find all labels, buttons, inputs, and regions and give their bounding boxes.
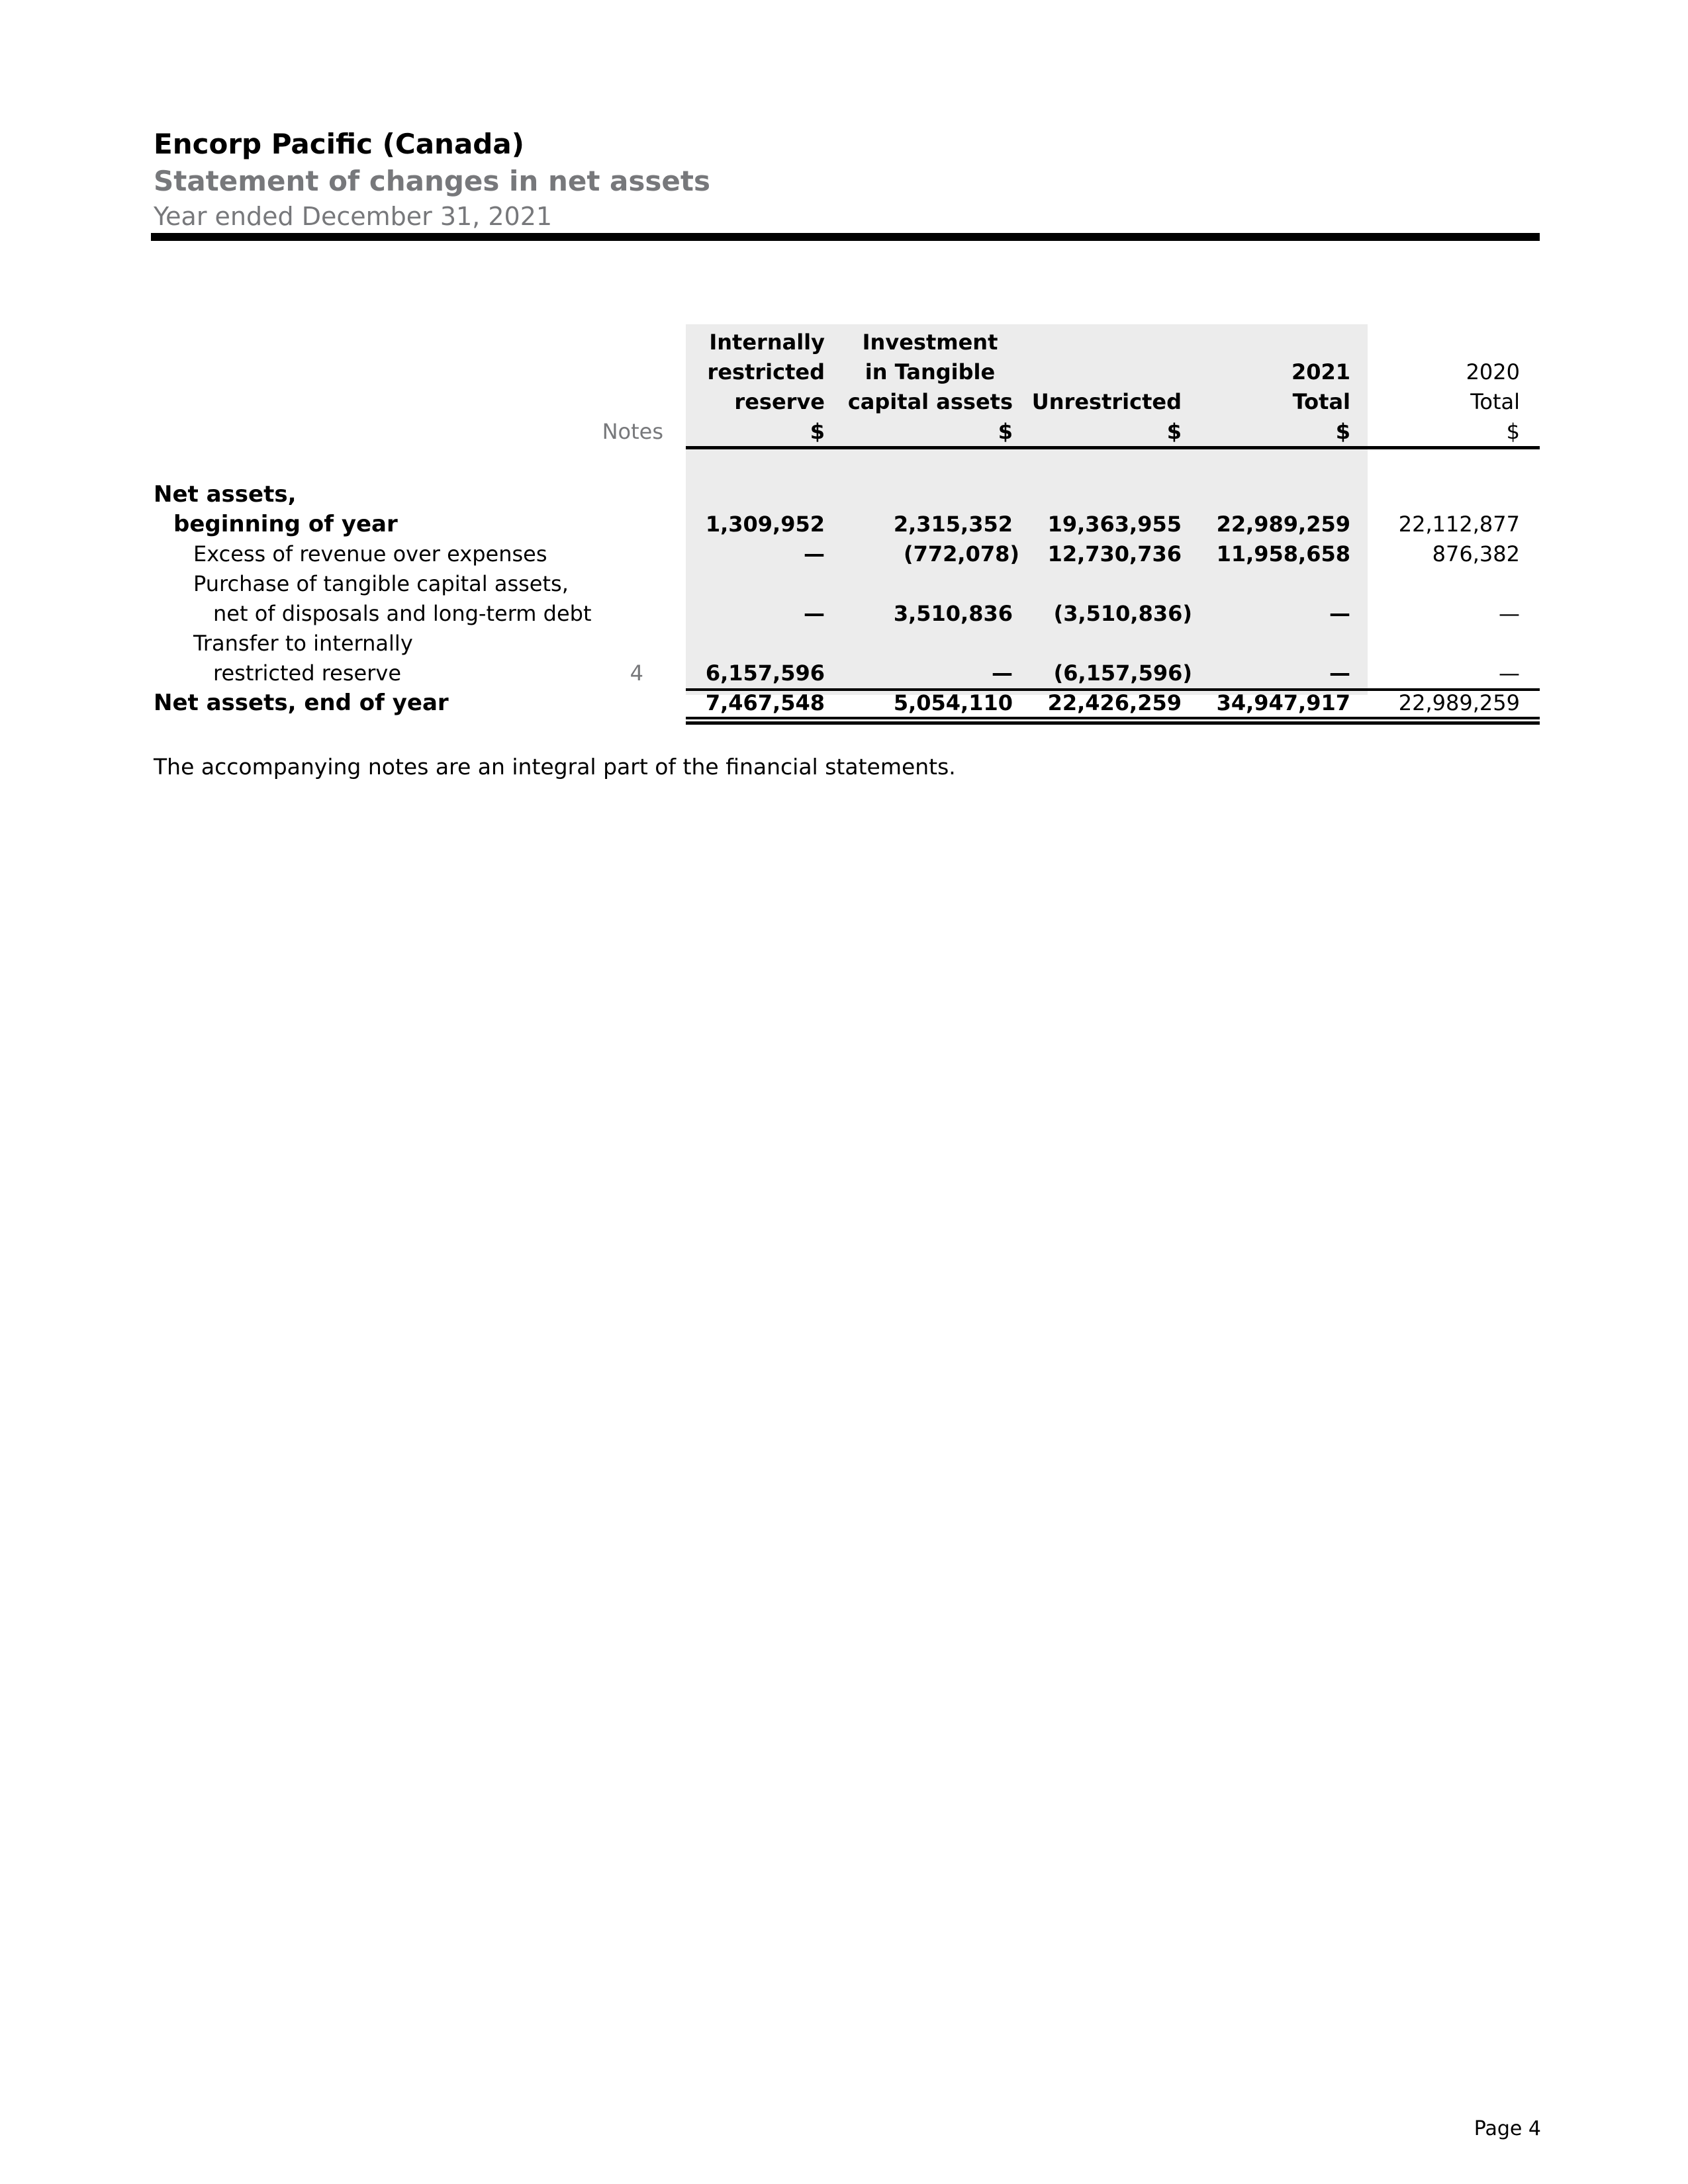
cell-total-2020: —	[1499, 660, 1520, 686]
cell-unrestricted: 12,730,736	[1047, 541, 1182, 567]
cell-unrestricted: 19,363,955	[1047, 512, 1182, 537]
cell-internally-restricted: 7,467,548	[705, 690, 825, 715]
row-label: Net assets, end of year	[154, 690, 449, 716]
row-label: Excess of revenue over expenses	[193, 541, 547, 567]
cell-total-2021: 34,947,917	[1216, 690, 1350, 715]
cell-investment: 2,315,352	[893, 512, 1013, 537]
row-label: Transfer to internally	[193, 631, 413, 656]
cell-internally-restricted: —	[804, 601, 825, 626]
cell-total-2021: —	[1329, 660, 1350, 686]
col-head-line: Total	[1292, 389, 1350, 414]
col-head-line: 2020	[1466, 359, 1520, 385]
footnote: The accompanying notes are an integral part of the financial statements.	[154, 754, 956, 780]
cell-total-2020: 22,989,259	[1398, 690, 1520, 715]
header-rule	[151, 233, 1540, 241]
cell-unrestricted: 22,426,259	[1047, 690, 1182, 715]
col-head-line: restricted	[707, 359, 825, 385]
cell-unrestricted: (6,157,596)	[1053, 660, 1192, 686]
cell-unrestricted: (3,510,836)	[1053, 601, 1192, 626]
total-double-underline-top	[686, 717, 1540, 719]
col-head-line: 2021	[1291, 359, 1350, 385]
col-head-line: in Tangible	[865, 359, 996, 385]
statement-title: Statement of changes in net assets	[154, 165, 710, 197]
notes-column-header: Notes	[602, 419, 663, 444]
cell-total-2021: 22,989,259	[1216, 512, 1350, 537]
row-label: net of disposals and long-term debt	[213, 601, 592, 626]
statement-header	[154, 126, 1537, 233]
row-label: restricted reserve	[213, 660, 401, 686]
header-underline	[686, 446, 1540, 449]
col-head-currency: $	[810, 419, 825, 444]
total-double-underline-bottom	[686, 721, 1540, 725]
row-label: Net assets,	[154, 481, 297, 508]
row-label: beginning of year	[173, 511, 398, 537]
col-head-line: Total	[1470, 389, 1520, 414]
col-head-currency: $	[1506, 419, 1520, 444]
cell-internally-restricted: —	[804, 541, 825, 567]
col-head-currency: $	[1335, 419, 1350, 444]
col-head-line: capital assets	[847, 389, 1013, 414]
col-head-line: Unrestricted	[1031, 389, 1182, 414]
cell-internally-restricted: 1,309,952	[705, 512, 825, 537]
col-head-currency: $	[998, 419, 1013, 444]
col-head-line: Investment	[862, 330, 998, 355]
cell-total-2020: 876,382	[1432, 541, 1520, 567]
cell-investment: —	[992, 660, 1013, 686]
col-head-currency: $	[1166, 419, 1182, 444]
statement-period: Year ended December 31, 2021	[154, 202, 553, 231]
cell-total-2021: 11,958,658	[1216, 541, 1350, 567]
cell-investment: 5,054,110	[893, 690, 1013, 715]
company-name: Encorp Pacific (Canada)	[154, 128, 524, 160]
cell-investment: (772,078)	[904, 541, 1019, 567]
cell-total-2020: —	[1499, 601, 1520, 626]
col-head-line: reserve	[734, 389, 825, 414]
col-head-line: Internally	[709, 330, 825, 355]
cell-investment: 3,510,836	[893, 601, 1013, 626]
cell-total-2021: —	[1329, 601, 1350, 626]
note-reference: 4	[630, 660, 643, 686]
page-number: Page 4	[1474, 2117, 1541, 2140]
cell-internally-restricted: 6,157,596	[705, 660, 825, 686]
row-label: Purchase of tangible capital assets,	[193, 571, 569, 596]
cell-total-2020: 22,112,877	[1398, 512, 1520, 537]
